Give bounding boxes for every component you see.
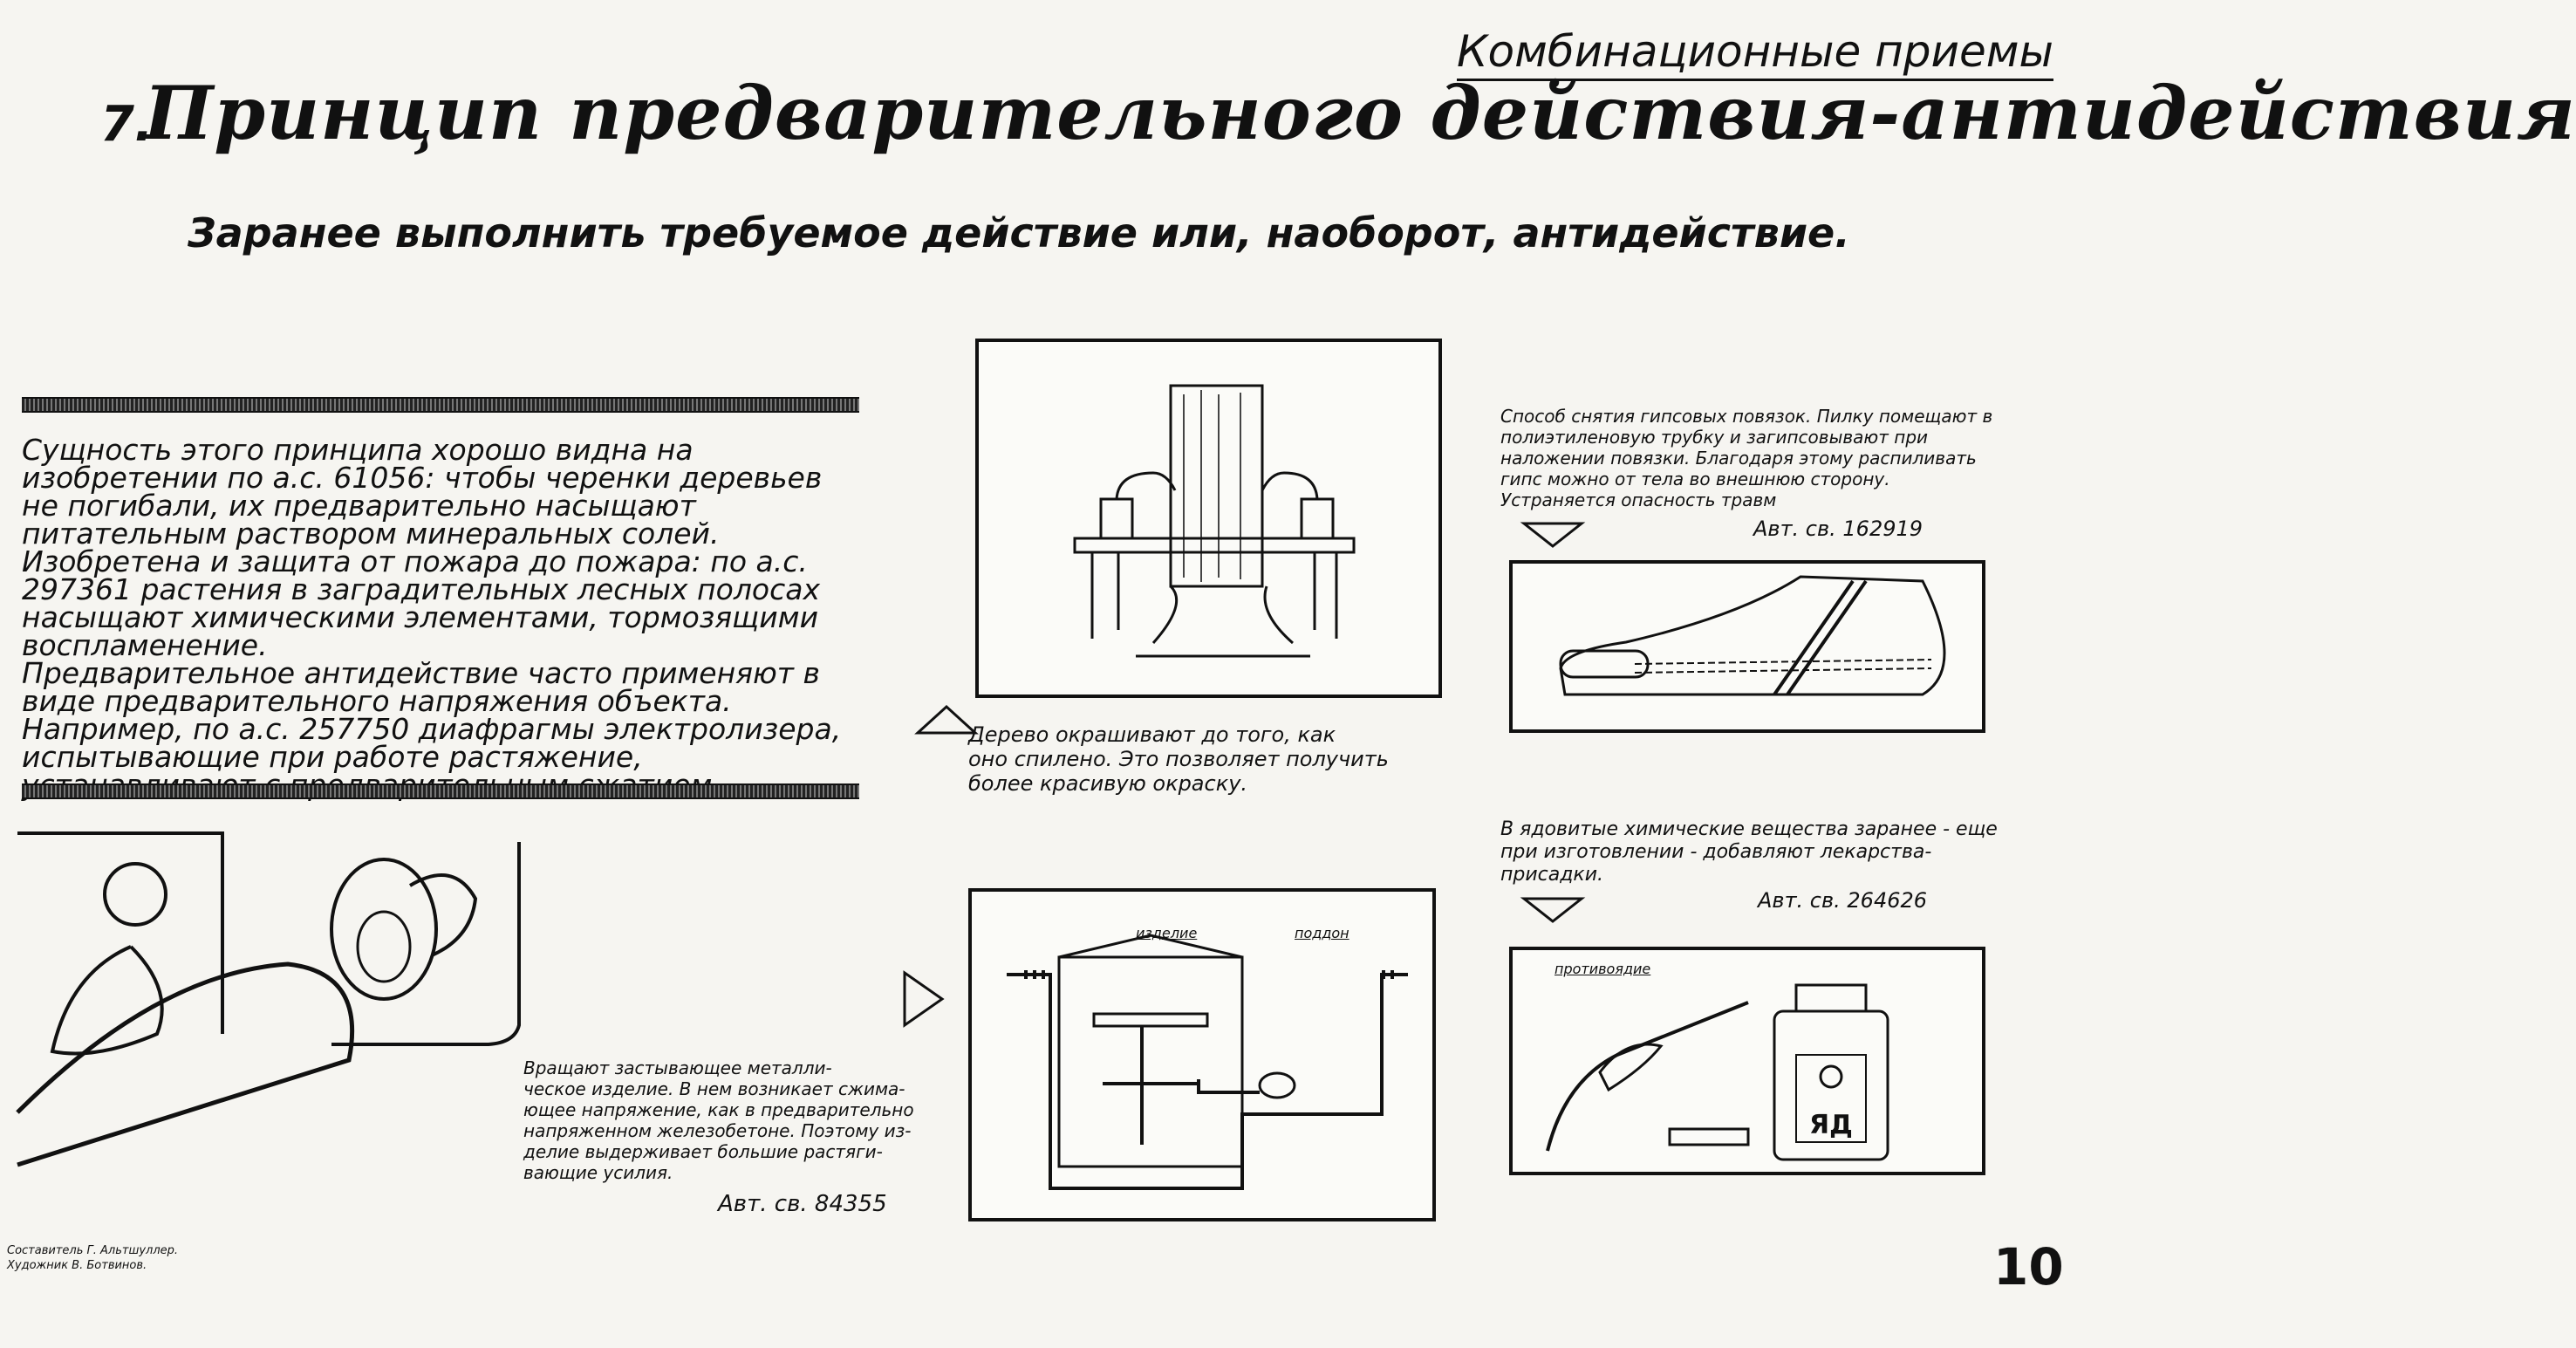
arrow-down-icon [1522, 522, 1583, 548]
antidote-label: противоядие [1554, 961, 1651, 977]
bottom-divider-bar [22, 783, 859, 799]
cast-illustration-frame [1509, 560, 1985, 733]
arrow-right-icon [903, 964, 946, 1034]
poison-illustration-frame [1509, 947, 1985, 1175]
poison-jar-illustration [1513, 950, 1989, 1179]
credits: Составитель Г. Альтшуллер. Художник В. Ботвинов. [7, 1244, 179, 1272]
casting-pit-diagram [972, 892, 1439, 1225]
poison-caption: В ядовитые химические вещества заранее - еще при изготовлении - добавляют лекарства-присадки. [1500, 818, 1998, 886]
arrow-down-icon-2 [1522, 897, 1583, 923]
metal-caption: Вращают застывающее металли- ческое изделие. В нем возникает сжима- ющее напряжение, как в предварительно напряженном железобетоне. Поэтому из- делие выдерживает большие растяги- вающие усилия. [523, 1057, 914, 1183]
cartoon-illustration [0, 816, 541, 1208]
page-subtitle: Заранее выполнить требуемое действие или, наоборот, антидействие. [188, 209, 1850, 257]
cast-caption: Способ снятия гипсовых повязок. Пилку помещают в полиэтиленовую трубку и загипсовывают при наложении повязки. Благодаря этому распиливать гипс можно от тела во внешнюю сторону. Устраняется опасность травм [1500, 406, 1993, 510]
principle-number: 7. [100, 96, 154, 153]
tree-illustration-frame [975, 339, 1442, 698]
cast-author-certificate: Авт. св. 162919 [1753, 517, 1923, 541]
metal-author-certificate: Авт. св. 84355 [718, 1191, 887, 1217]
poison-author-certificate: Авт. св. 264626 [1758, 888, 1928, 913]
tray-label: поддон [1295, 925, 1349, 941]
main-text: Сущность этого принципа хорошо видна на изобретении по а.с. 61056: чтобы черенки деревьев не погибали, их предварительно насыщают питательным раствором минеральных солей. Изобретена и защита от пожара до пожара: по а.с. 297361 растения в заградительных лесных полосах насыщают химическими элементами, тормозящими воспламенение. Предварительное антидействие часто применяют в виде предварительного напряжения объекта. Например, по а.с. 257750 диафрагмы электролизера, испытывающие при работе растяжение, [22, 433, 842, 774]
poison-jar-label: ЯД [1809, 1110, 1853, 1140]
tree-illustration [979, 342, 1445, 701]
top-divider-bar [22, 397, 859, 413]
product-label: изделие [1136, 925, 1198, 941]
foot-cast-illustration [1513, 564, 1989, 736]
page-number: 10 [1993, 1237, 2064, 1297]
category-label: Комбинационные приемы [1457, 26, 2053, 81]
tree-caption: Дерево окрашивают до того, как оно спилено. Это позволяет получить более красивую окраску. [968, 722, 1389, 796]
page-title: Принцип предварительного действия-антидействия [144, 70, 2576, 156]
casting-diagram-frame [968, 888, 1436, 1221]
